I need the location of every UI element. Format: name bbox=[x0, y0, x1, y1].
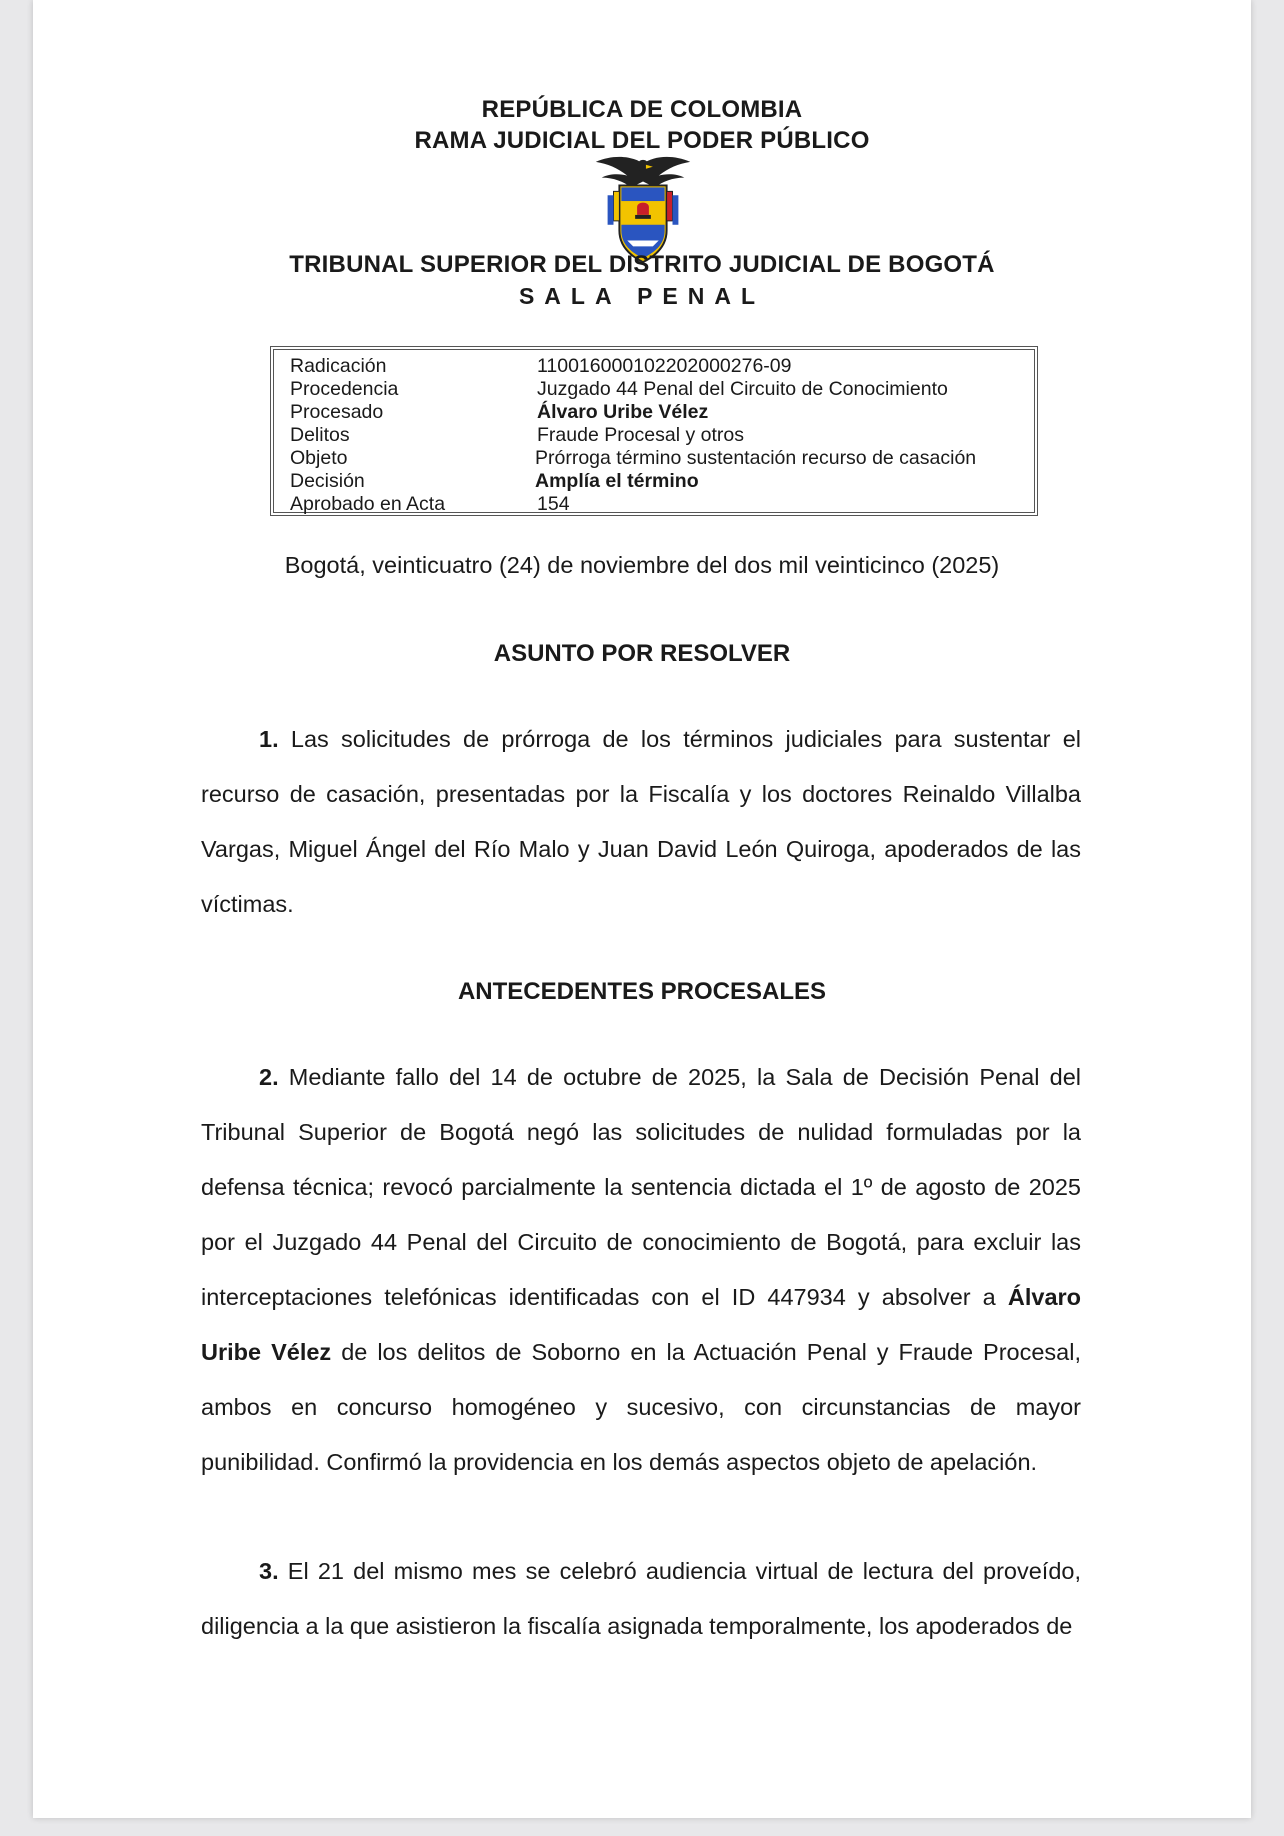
defendant-name: Álvaro Uribe Vélez bbox=[201, 1284, 1082, 1365]
case-info-label: Radicación bbox=[290, 355, 387, 377]
case-info-row bbox=[274, 378, 1034, 401]
paragraph-number: 1. bbox=[259, 726, 279, 752]
case-info-value: Álvaro Uribe Vélez bbox=[537, 401, 709, 423]
paragraph-3 bbox=[201, 1544, 1081, 1654]
case-info-row bbox=[274, 493, 1034, 516]
section-title-antecedentes: ANTECEDENTES PROCESALES bbox=[457, 978, 827, 1005]
header-rama-judicial: RAMA JUDICIAL DEL PODER PÚBLICO bbox=[414, 127, 870, 154]
case-info-value: Juzgado 44 Penal del Circuito de Conocimiento bbox=[537, 378, 948, 400]
case-info-label: Procedencia bbox=[290, 378, 399, 400]
header-republic: REPÚBLICA DE COLOMBIA bbox=[481, 96, 803, 123]
paragraph-2 bbox=[201, 1050, 1081, 1490]
case-info-row bbox=[274, 447, 1034, 470]
paragraph-text: El 21 del mismo mes se celebró audiencia virtual de lectura del proveído, diligencia a la que asistieron la fiscalía asignada temporalmente, los apoderados de bbox=[201, 1558, 1081, 1639]
date-line: Bogotá, veinticuatro (24) de noviembre del dos mil veinticinco (2025) bbox=[284, 552, 1000, 578]
section-title-asunto: ASUNTO POR RESOLVER bbox=[493, 640, 791, 667]
case-info-label: Delitos bbox=[290, 424, 350, 446]
paragraph-text: Las solicitudes de prórroga de los términos judiciales para sustentar el recurso de casación, presentadas por la Fiscalía y los doctores Reinaldo Villalba Vargas, Miguel Ángel del Río Malo y Juan David León Quiroga, apoderados de las víctimas. bbox=[201, 726, 1081, 917]
paragraph-number: 3. bbox=[259, 1558, 279, 1584]
case-info-value: Prórroga término sustentación recurso de casación bbox=[535, 447, 977, 469]
paragraph-text: de los delitos de Soborno en la Actuación Penal y Fraude Procesal, ambos en concurso homogéneo y sucesivo, con circunstancias de mayor punibilidad. Confirmó la providencia en los demás aspectos objeto de apelación. bbox=[201, 1339, 1081, 1475]
paragraph-text: Mediante fallo del 14 de octubre de 2025, la Sala de Decisión Penal del Tribunal Superior de Bogotá negó las solicitudes de nulidad formuladas por la defensa técnica; revocó parcialmente la sentencia dictada el 1º de agosto de 2025 por el Juzgado 44 Penal del Circuito de conocimiento de Bogotá, para excluir las interceptaciones telefónicas identificadas con el ID 447934 y absolver a bbox=[201, 1064, 1081, 1310]
case-info-label: Decisión bbox=[290, 470, 365, 492]
header-tribunal: TRIBUNAL SUPERIOR DEL DISTRITO JUDICIAL DE BOGOTÁ bbox=[289, 251, 995, 278]
case-info-row bbox=[274, 401, 1034, 424]
case-info-value: Amplía el término bbox=[535, 470, 699, 492]
case-info-label: Aprobado en Acta bbox=[290, 493, 446, 515]
document-page bbox=[33, 0, 1251, 1818]
case-info-row bbox=[274, 355, 1034, 378]
case-info-value: 110016000102202000276-09 bbox=[537, 355, 792, 377]
case-info-label: Procesado bbox=[290, 401, 384, 423]
case-info-row bbox=[274, 470, 1034, 493]
header-sala-penal: SALA PENAL bbox=[518, 283, 766, 309]
case-info-value: 154 bbox=[537, 493, 570, 515]
paragraph-1 bbox=[201, 712, 1081, 932]
case-info-row bbox=[274, 424, 1034, 447]
paragraph-number: 2. bbox=[259, 1064, 279, 1090]
case-info-box bbox=[270, 346, 1038, 516]
case-info-value: Fraude Procesal y otros bbox=[537, 424, 745, 446]
case-info-label: Objeto bbox=[290, 447, 348, 469]
